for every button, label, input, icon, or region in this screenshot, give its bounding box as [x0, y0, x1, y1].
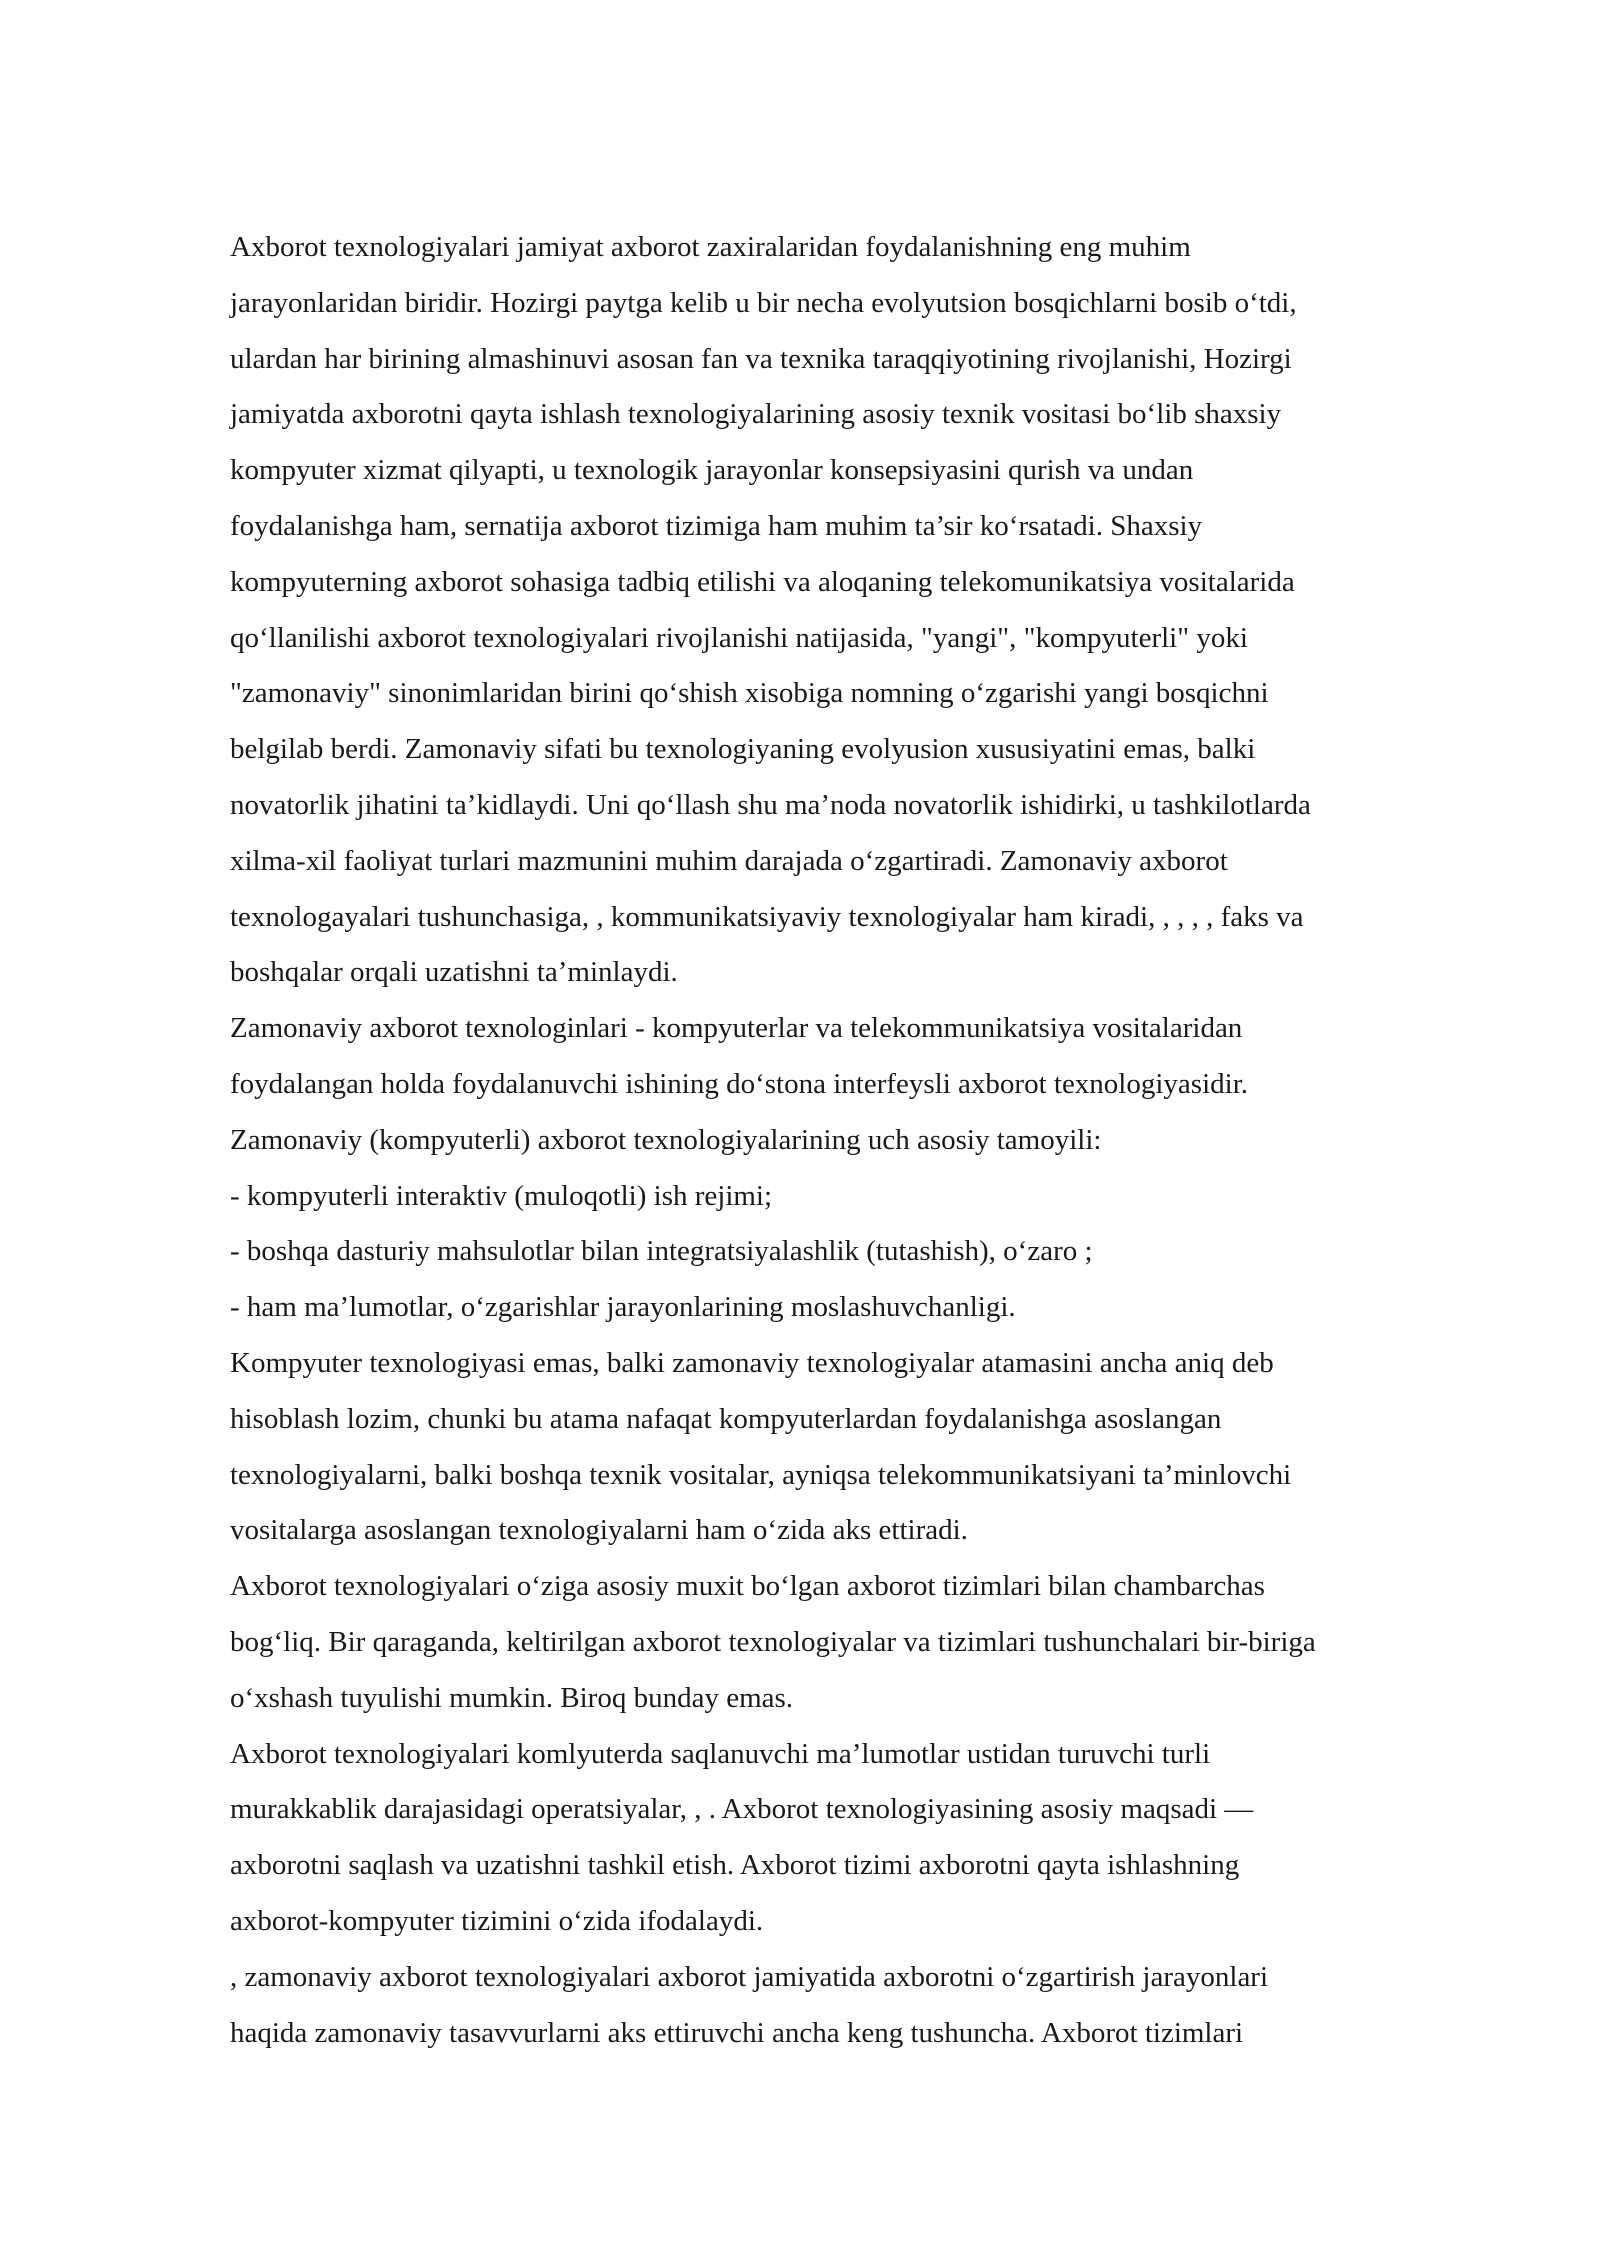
text-line: belgilab berdi. Zamonaviy sifati bu texnologiyaning evolyusion xususiyatini emas, balki [230, 733, 1256, 766]
text-line: Zamonaviy (kompyuterli) axborot texnologiyalarining uch asosiy tamoyili: [230, 1123, 1102, 1156]
text-line: texnologiyalarni, balki boshqa texnik vositalar, ayniqsa telekommunikatsiyani ta’minlovchi [230, 1458, 1292, 1491]
text-line: novatorlik jihatini ta’kidlaydi. Uni qo‘llash shu ma’noda novatorlik ishidirki, u tashkilotlarda [230, 788, 1311, 821]
text-line: haqida zamonaviy tasavvurlarni aks ettiruvchi ancha keng tushuncha. Axborot tizimlari [230, 2016, 1244, 2049]
text-line: kompyuterning axborot sohasiga tadbiq etilishi va aloqaning telekomunikatsiya vositalarida [230, 565, 1295, 598]
text-line: ulardan har birining almashinuvi asosan fan va texnika taraqqiyotining rivojlanishi, Hozirgi [230, 342, 1292, 375]
text-line: kompyuter xizmat qilyapti, u texnologik jarayonlar konsepsiyasini qurish va undan [230, 454, 1194, 487]
text-line: hisoblash lozim, chunki bu atama nafaqat kompyuterlardan foydalanishga asoslangan [230, 1402, 1222, 1435]
text-line: texnologayalari tushunchasiga, , kommunikatsiyaviy texnologiyalar ham kiradi, , , , , faks va [230, 900, 1304, 933]
text-line: boshqalar orqali uzatishni ta’minlaydi. [230, 956, 678, 989]
text-line: xilma-xil faoliyat turlari mazmunini muhim darajada o‘zgartiradi. Zamonaviy axborot [230, 844, 1228, 877]
text-line: foydalangan holda foydalanuvchi ishining do‘stona interfeysli axborot texnologiyasidir. [230, 1067, 1249, 1100]
text-line: "zamonaviy" sinonimlaridan birini qo‘shish xisobiga nomning o‘zgarishi yangi bosqichni [230, 677, 1269, 710]
text-line: jamiyatda axborotni qayta ishlash texnologiyalarining asosiy texnik vositasi bo‘lib shaxsiy [230, 398, 1282, 431]
text-line: foydalanishga ham, sernatija axborot tizimiga ham muhim ta’sir ko‘rsatadi. Shaxsiy [230, 509, 1203, 542]
text-line: bog‘liq. Bir qaraganda, keltirilgan axborot texnologiyalar va tizimlari tushunchalari bir-biriga [230, 1625, 1316, 1658]
text-line: axborotni saqlash va uzatishni tashkil etish. Axborot tizimi axborotni qayta ishlashning [230, 1849, 1240, 1882]
text-line: murakkablik darajasidagi operatsiyalar, , . Axborot texnologiyasining asosiy maqsadi — [230, 1793, 1254, 1826]
text-line: o‘xshash tuyulishi mumkin. Biroq bunday emas. [230, 1681, 794, 1714]
text-line: axborot-kompyuter tizimini o‘zida ifodalaydi. [230, 1904, 764, 1937]
text-line: jarayonlaridan biridir. Hozirgi paytga kelib u bir necha evolyutsion bosqichlarni bosib o‘tdi, [230, 286, 1297, 319]
text-line: Axborot texnologiyalari jamiyat axborot zaxiralaridan foydalanishning eng muhim [230, 231, 1191, 263]
list-item: - kompyuterli interaktiv (muloqotli) ish rejimi; [230, 1179, 773, 1212]
text-line: Axborot texnologiyalari komlyuterda saqlanuvchi ma’lumotlar ustidan turuvchi turli [230, 1737, 1211, 1770]
list-item: - boshqa dasturiy mahsulotlar bilan integratsiyalashlik (tutashish), o‘zaro ; [230, 1235, 1093, 1268]
text-line: vositalarga asoslangan texnologiyalarni ham o‘zida aks ettiradi. [230, 1514, 968, 1547]
text-line: Kompyuter texnologiyasi emas, balki zamonaviy texnologiyalar atamasini ancha aniq deb [230, 1346, 1274, 1379]
text-line: , zamonaviy axborot texnologiyalari axborot jamiyatida axborotni o‘zgartirish jarayonlari [230, 1960, 1269, 1993]
list-item: - ham ma’lumotlar, o‘zgarishlar jarayonlarining moslashuvchanligi. [230, 1291, 1016, 1324]
text-line: Zamonaviy axborot texnologinlari - kompyuterlar va telekommunikatsiya vositalaridan [230, 1012, 1243, 1045]
text-line: qo‘llanilishi axborot texnologiyalari rivojlanishi natijasida, "yangi", "kompyuterli" yoki [230, 621, 1248, 654]
text-line: Axborot texnologiyalari o‘ziga asosiy muxit bo‘lgan axborot tizimlari bilan chambarchas [230, 1570, 1265, 1603]
document-text-body [230, 220, 1470, 2061]
